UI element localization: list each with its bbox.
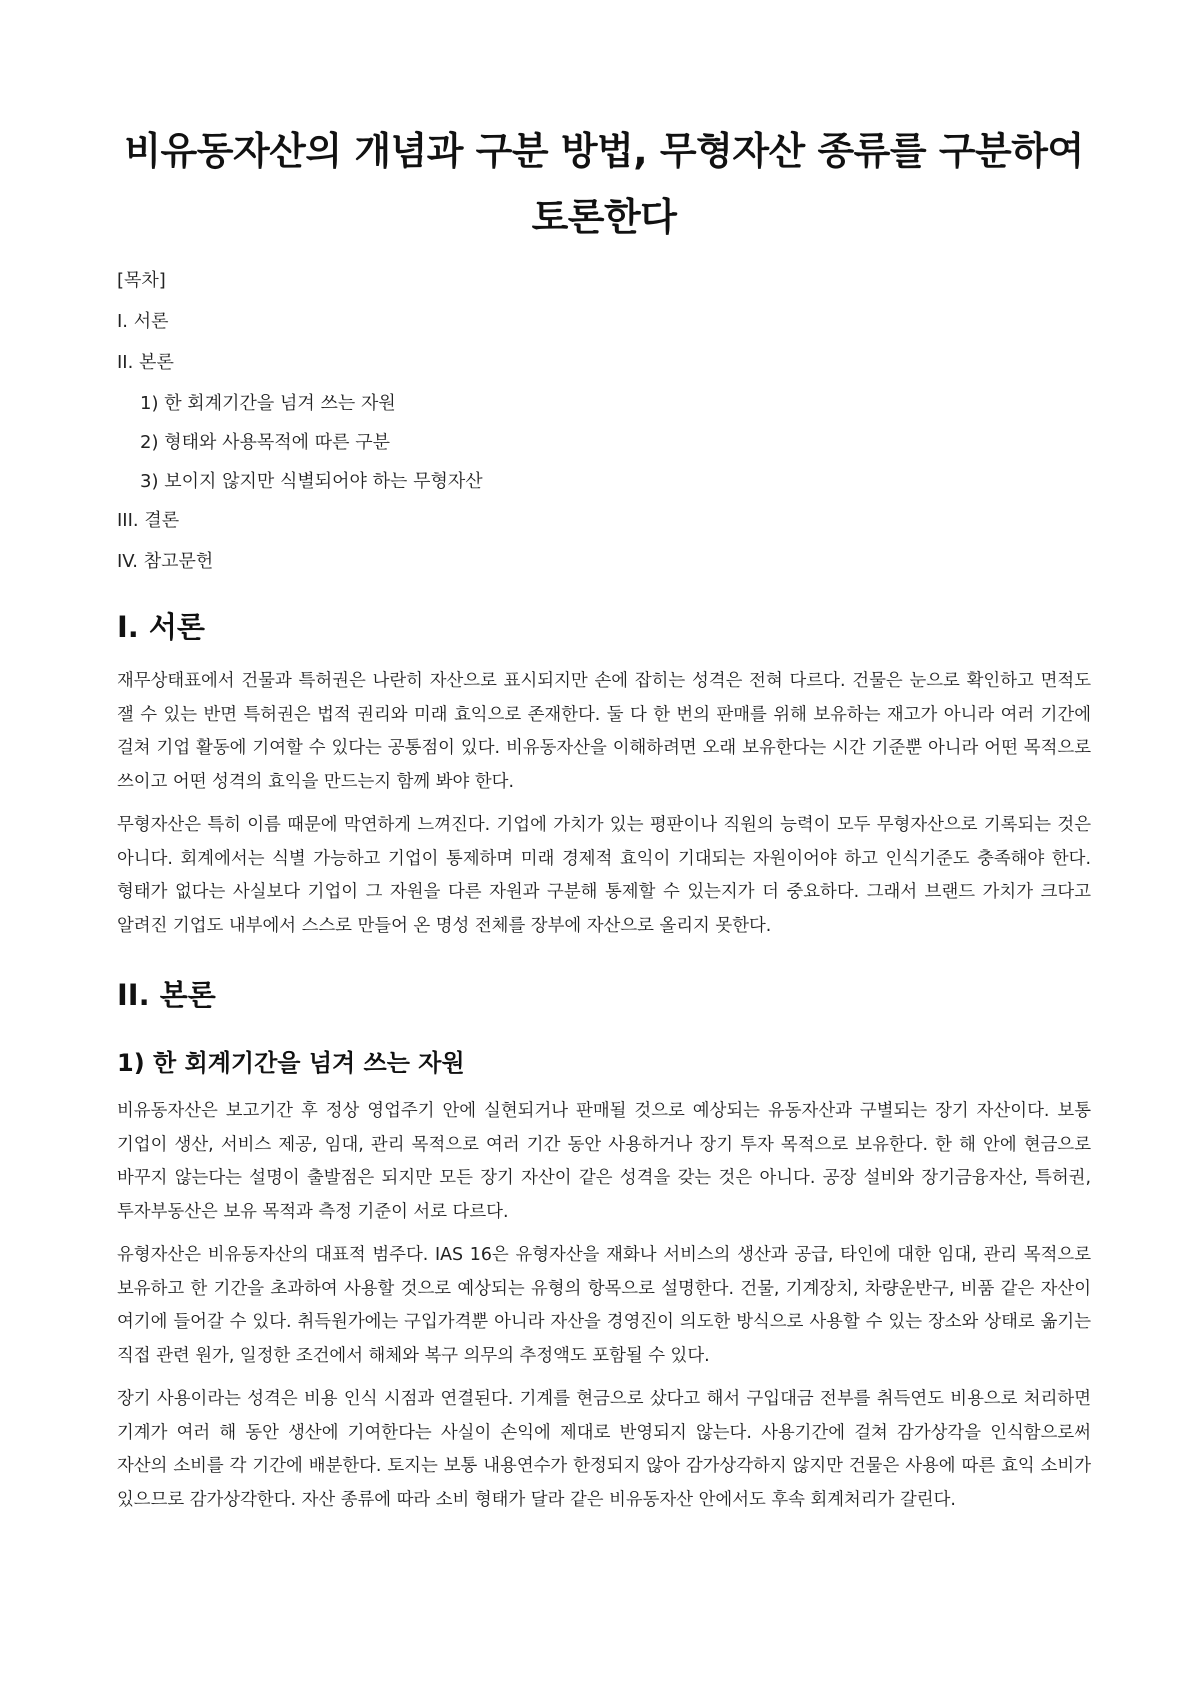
toc-heading: [목차] [117, 270, 166, 291]
toc-item-references: IV. 참고문헌 [117, 551, 214, 572]
toc-subitem-2: 2) 형태와 사용목적에 따른 구분 [140, 432, 391, 453]
section-heading-body: II. 본론 [117, 978, 216, 1012]
paragraph: 비유동자산은 보고기간 후 정상 영업주기 안에 실현되거나 판매될 것으로 예상되는 유동자산과 구별되는 장기 자산이다. 보통 기업이 생산, 서비스 제공, 임대, 관리 목적으로 여러 기간 동안 사용하거나 장기 투자 목적으로 보유한다. 한 해 안에 현금으로 바꾸지 않는다는 설명이 출발점은 되지만 모든 장기 자산이 같은 성격을 갖는 것은 아니다. 공장 설비와 장기금융자산, 특허권, 투자부동산은 보유 목적과 측정 기준이 서로 다르다. [117, 1101, 1091, 1222]
subsection-heading-1: 1) 한 회계기간을 넘겨 쓰는 자원 [117, 1049, 465, 1077]
toc-subitem-3: 3) 보이지 않지만 식별되어야 하는 무형자산 [140, 471, 483, 492]
section-heading-introduction: I. 서론 [117, 610, 205, 644]
toc-subitem-1: 1) 한 회계기간을 넘겨 쓰는 자원 [140, 393, 396, 414]
paragraph: 재무상태표에서 건물과 특허권은 나란히 자산으로 표시되지만 손에 잡히는 성격은 전혀 다르다. 건물은 눈으로 확인하고 면적도 잴 수 있는 반면 특허권은 법적 권리와 미래 효익으로 존재한다. 둘 다 한 번의 판매를 위해 보유하는 재고가 아니라 여러 기간에 걸쳐 기업 활동에 기여할 수 있다는 공통점이 있다. 비유동자산을 이해하려면 오래 보유한다는 시간 기준뿐 아니라 어떤 목적으로 쓰이고 어떤 성격의 효익을 만드는지 함께 봐야 한다. [117, 671, 1091, 792]
toc-item-intro: I. 서론 [117, 311, 169, 332]
toc-item-body: II. 본론 [117, 352, 174, 373]
section-introduction [117, 609, 1091, 943]
section-body [117, 977, 1091, 1517]
paragraph: 무형자산은 특히 이름 때문에 막연하게 느껴진다. 기업에 가치가 있는 평판이나 직원의 능력이 모두 무형자산으로 기록되는 것은 아니다. 회계에서는 식별 가능하고 기업이 통제하며 미래 경제적 효익이 기대되는 자원이어야 하고 인식기준도 충족해야 한다. 형태가 없다는 사실보다 기업이 그 자원을 다른 자원과 구분해 통제할 수 있는지가 더 중요하다. 그래서 브랜드 가치가 크다고 알려진 기업도 내부에서 스스로 만들어 온 명성 전체를 장부에 자산으로 올리지 못한다. [117, 815, 1091, 936]
toc-item-conclusion: III. 결론 [117, 510, 180, 531]
document-page [117, 0, 1091, 1527]
paragraph: 장기 사용이라는 성격은 비용 인식 시점과 연결된다. 기계를 현금으로 샀다고 해서 구입대금 전부를 취득연도 비용으로 처리하면 기계가 여러 해 동안 생산에 기여한다는 사실이 손익에 제대로 반영되지 않는다. 사용기간에 걸쳐 감가상각을 인식함으로써 자산의 소비를 각 기간에 배분한다. 토지는 보통 내용연수가 한정되지 않아 감가상각하지 않지만 건물은 사용에 따른 효익 소비가 있으므로 감가상각한다. 자산 종류에 따라 소비 형태가 달라 같은 비유동자산 안에서도 후속 회계처리가 갈린다. [117, 1389, 1091, 1510]
document-title: 비유동자산의 개념과 구분 방법, 무형자산 종류를 구분하여 토론한다 [124, 129, 1084, 239]
table-of-contents [117, 268, 1091, 575]
paragraph: 유형자산은 비유동자산의 대표적 범주다. IAS 16은 유형자산을 재화나 서비스의 생산과 공급, 타인에 대한 임대, 관리 목적으로 보유하고 한 기간을 초과하여 사용할 것으로 예상되는 유형의 항목으로 설명한다. 건물, 기계장치, 차량운반구, 비품 같은 자산이 여기에 들어갈 수 있다. 취득원가에는 구입가격뿐 아니라 자산을 경영진이 의도한 방식으로 사용할 수 있는 장소와 상태로 옮기는 직접 관련 원가, 일정한 조건에서 해체와 복구 의무의 추정액도 포함될 수 있다. [117, 1245, 1091, 1366]
